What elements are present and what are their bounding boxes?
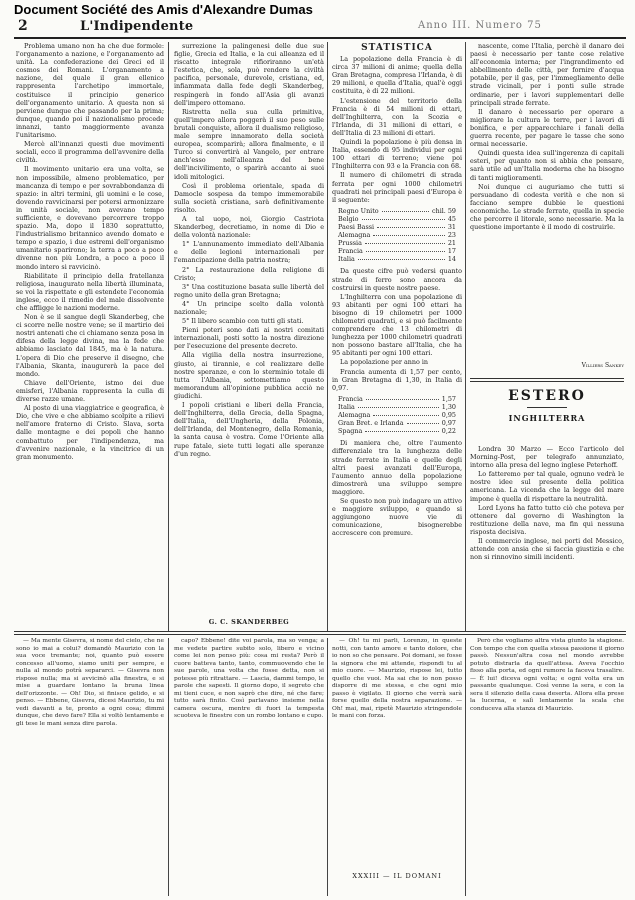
table-row — [338, 215, 456, 223]
country-value: 17 — [447, 247, 456, 256]
country-name: Francia — [338, 247, 363, 256]
section-rule — [527, 407, 567, 408]
country-name: Belgio — [338, 214, 359, 223]
document-header: Document Société des Amis d'Alexandre Dumas — [14, 2, 313, 17]
issue-info: Anno III. Numero 75 — [418, 20, 542, 31]
paragraph: Londra 30 Marzo — Ecco l'articolo del Morning-Post, per telegrafo annunziato, intorno alla presa del legno inglese Peterhoff. — [470, 445, 624, 470]
feuilleton-rule — [14, 631, 626, 632]
country-value: 31 — [447, 222, 456, 231]
paragraph: Se questo non può indagare un attivo e maggiore sviluppo, e quando si aggiungono nuove vie di comunicazione, bisognerebbe accrescere con premure. — [332, 496, 462, 538]
country-name: Francia — [338, 394, 363, 403]
railway-table — [338, 207, 456, 264]
column-rule — [168, 638, 169, 896]
country-value: 45 — [447, 214, 456, 223]
paragraph: Problema umano non ha che due formole: l'organamento a nazione, e l'organamento ad unità. La confederazione dei Greci ed il cosmos dei Romani. L'organamento a nazione, del quale il gran ellenico rappresenta l'archetipo immortale, costituisce il principio generico dell'organamento unitario. A questa non si perviene dunque che passando per la prima; dunque, quando poi il nazionalismo procede innanzi, tanto maggiormente avanza l'unitarismo. — [16, 42, 164, 140]
section-rule — [470, 378, 624, 379]
paragraph: Noi dunque ci auguriamo che tutti si persuadano di codesta verità e che non si facciano sempre dubbie le questioni economiche. Le strade ferrate, quella in specie che percorre il litorale, sono necessarie. Ma la questione importante è il modo di costruirle. — [470, 182, 624, 232]
paragraph: 5° Il libero scambio con tutti gli stati. — [182, 317, 304, 326]
paragraph: Mercè all'innanzi questi due movimenti sociali, ecco il programma dell'avvenire della civiltà. — [16, 140, 164, 165]
country-name: Gran Bret. e Irlanda — [338, 419, 404, 428]
estero-section-header — [470, 388, 624, 444]
paragraph: 4° Un principe scelto dalla volontà nazionale; — [174, 299, 324, 316]
article-signature: G. C. SKANDERBEG — [208, 618, 290, 626]
masthead — [14, 18, 626, 36]
paragraph: Il numero di chilometri di strada ferrata per ogni 1000 chilometri quadrati nei principali paesi d'Europa è il seguente: — [332, 171, 462, 204]
table-row — [338, 239, 456, 247]
masthead-rule — [14, 37, 626, 39]
paragraph: Quindi questa idea sull'ingerenza di capitali esteri, per quanto non si abbia che pensare, sarà utile ad un'Italia moderna che ha bisogno di tanti miglioramenti. — [470, 149, 624, 182]
table-row — [338, 255, 456, 263]
country-value: 1,30 — [441, 402, 456, 411]
section-rule — [470, 381, 624, 382]
article-signature: Villiers Sankey — [581, 362, 624, 369]
column-rule — [465, 42, 466, 632]
paragraph: L'estensione del territorio della Francia è di 54 milioni di ettari, dell'Inghilterra, con la Scozia e l'Irlanda, di 31 milioni di ettari, e dell'Italia di 23 milioni di ettari. — [332, 96, 462, 137]
table-row — [338, 427, 456, 435]
table-row — [338, 247, 456, 255]
country-value: 0,97 — [441, 419, 456, 428]
section-title: ESTERO — [508, 388, 586, 404]
paragraph: Quindi la popolazione è più densa in Italia, essendo di 95 individui per ogni 100 ettari di terreno; viene poi l'Inghilterra con 93 e la Francia con 68. — [332, 138, 462, 171]
paragraph: Così il problema orientale, spada di Damocle sospesa da tempo immemorabile sulla società cristiana, sarà definitivamente risolto. — [174, 181, 324, 214]
country-name: Alemagna — [338, 231, 371, 240]
chapter-title: XXXIII — IL DOMANI — [352, 872, 442, 880]
feuilleton-column-3 — [332, 638, 462, 870]
article-column-4 — [470, 42, 624, 362]
paragraph: capo? Ebbene! dite voi parola, ma so venga; a me vedete partire subito solo, libero e vicino come lei non penso più: cosa mi resta? Però il cuore batteva tanto, tanto, commuovendo che le sue parole, una volta che fosse detta, non si potesse più ritrattare. — Lascia, dammi tempo, le parole che sapesti. Il giorno dopo, il segreto che mi tieni cuce, e non saprò che dire, né che fare; tutto sarà finito. Così parlavano insieme nella camera oscura, mentre di fuori la tempesta scuoteva le finestre con un rombo lontano e cupo. — [174, 638, 324, 719]
paragraph: Pieni poteri sono dati ai nostri comitati internazionali, posti sotto la nostra direzione per l'esecuzione del presente decreto. — [174, 326, 324, 351]
paragraph: Chiave dell'Oriente, istmo dei due emisferi, l'Albania rappresenta la culla di diverse razze umane. — [16, 378, 164, 404]
feuilleton-rule — [14, 634, 626, 635]
column-rule — [327, 638, 328, 896]
feuilleton-column-1 — [16, 638, 164, 893]
country-value: 1,57 — [441, 394, 456, 403]
table-row — [338, 411, 456, 419]
country-name: Paesi Bassi — [338, 222, 375, 231]
paragraph: 3° Una costituzione basata sulle libertà del regno unito della gran Bretagna; — [174, 282, 324, 299]
country-value: 23 — [447, 231, 456, 240]
section-subtitle: INGHILTERRA — [508, 413, 586, 423]
table-row — [338, 395, 456, 403]
paragraph: Francia aumenta di 1,57 per cento, in Gran Bretagna di 1,30, in Italia di 0,97. — [332, 367, 462, 392]
newspaper-title: L'Indipendente — [80, 19, 194, 34]
paragraph: — Ma mente Gisevra, si nome del cielo, che ne sono io mai a colui? domandò Maurizio con la sua voce tremante; noi, quanto può essere concesso all'uomo, siamo uniti per sempre, e nulla al mondo potrà separarci. — Gisevra non rispose nulla; ma si avvicinò alla finestra, e si mise a guardare lontano la bruna linea dell'orizzonte. — Oh! Dio, si finisce gelido, e si penso. — Ebbene, Gisevra, dicesi Maurizio, tu mi vedi davanti a te, pronto a ogni cosa; dimmi dunque, che devo fare? Ella si voltò lentamente e gli tese le mani senza dire parola. — [16, 638, 164, 727]
table-row — [338, 403, 456, 411]
article-column-2 — [174, 42, 324, 620]
paragraph: Non è se il sangue degli Skanderbeg, che ci scorre nelle nostre vene; se il martirio dei nostri antenati che ci chiamano senza posa in difesa della legge divina, ma la fede che abbiamo lasciato dal 1845, ma è la natura. L'opera di Dio che preserve il disegno, che l'Albania, Skanta, inaugurerà la pace del mondo. — [16, 313, 164, 378]
paragraph: — Oh! tu mi parli, Lorenzo, in queste notti, con tanto amore e tanto dolore, che io non so che pensare. Poi domani, se fosse la signora che mi attende, rispondi tu al mio cuore. — Maurizio, rispose lei, tutto quello che vuoi. Ma sai che io non posso disporre di me stessa, e che ogni mio passo è vigilato. Il giorno che verrà sarà forse quello della nostra separazione. — Oh! mai, mai, ripetè Maurizio stringendole le mani con forza. — [332, 638, 462, 719]
country-name: Spagna — [338, 427, 363, 436]
paragraph: La popolazione per anno in — [340, 358, 429, 367]
section-title: STATISTICA — [361, 43, 433, 53]
paragraph: Alla vigilia della nostra insurrezione, giusto, ai tirannie, e col realizzare delle nostre speranze, e con lo sterminio totale di tutta l'Albania, sottomettiamo questo memorandum all'opinione pubblica acciò ne giudichi. — [174, 351, 324, 400]
paragraph: L'Inghilterra con una popolazione di 93 abitanti per ogni 100 ettari ha bisogno di 19 chilometri per 1000 chilometri quadrati, e si può facilmente comprendere che 13 chilometri di lunghezza per 1000 chilometri quadrati non possono bastare all'Italia, che ha 95 abitanti per ogni 100 ettari. — [332, 292, 462, 358]
paragraph: Riabilitate il principio della fratellanza religiosa, inaugurato nella libertà illuminata, se voi la rispettate e gli estendete l'economia inglese, ecco il rimedio del male dissolvente che affligge le nazioni moderne. — [16, 271, 164, 312]
paragraph: Però che vogliamo altra vista giunto la stagione. Con tempo che con quella stessa passione il giorno passò. Nessun'altra cosa nel mondo avrebbe potuto distrarla da quell'attesa. Aveva l'occhio fisso alla porta, ed ogni rumore la faceva trasalire. — È lui! diceva ogni volta; e ogni volta era un passante qualunque. Così venne la sera, e con la sera il silenzio della casa deserta. Allora ella prese la lucerna, e salì lentamente la scala che conduceva alla stanza di Maurizio. — [470, 638, 624, 712]
feuilleton-column-2 — [174, 638, 324, 893]
table-row — [338, 419, 456, 427]
country-name: Regno Unito — [338, 206, 379, 215]
column-rule — [168, 42, 169, 632]
country-value: chil. 59 — [432, 206, 456, 215]
table-row — [338, 223, 456, 231]
paragraph: Lo fatteremo per tal quale, ognuno vedrà le nostre idee sul presente della politica americana. La vicenda che la legge del mare impone è quella di rispettare la neutralità. — [470, 470, 624, 503]
country-value: 21 — [447, 239, 456, 248]
paragraph: surrezione la palingenesi delle due sue figlie, Grecia ed Italia, e la cui alleanza ed il riscatto integrale rifioriranno un'età l'estetica, che, sola, può rendere la civiltà pacifica, personale, durevole, cristiana, ed, infiammata dalla fede degli Skanderbeg, respingerà in fondo all'Asia gli avanzi dell'impero ottomano. — [174, 42, 324, 107]
feuilleton-column-4 — [470, 638, 624, 893]
paragraph: Al posto di una viaggiatrice e geografica, è Dio, che vive e che abbiamo scolpite a rilievi nell'amore fraterno di Cristo. Slava, sorta dalle montagne e dei popoli che hanno combattuto per l'indipendenza, ma d'avvenire nazionale, e la vincitrice di un gran monumento. — [16, 404, 164, 461]
paragraph: Lord Lyons ha fatto tutto ciò che poteva per ottenere dal governo di Washington la restituzione della nave, ma fin qui nessuna risposta decisiva. — [470, 503, 624, 536]
paragraph: Il movimento unitario era una volta, se non impossibile, almeno problematico, per mancanza di tempo e per sovrabbondanza di spazio: in altri termini, gli uomini e le cose, dovendo ravvicinarsi per potersi armonizzare in unità sociale, non avevano tempo sufficiente, e dovevano percorrere troppo spazio. Ma, dopo il 1830 soprattutto, l'industrialismo britannico avendo domato e tempo e spazio, i due estremi dell'organismo umanitario sparirono; la terra a poco a poco divenne non più Londra, a poco a poco il mondo intero si ravvicinò. — [16, 165, 164, 271]
estero-column — [470, 445, 624, 620]
country-name: Italia — [338, 402, 355, 411]
statistics-column — [332, 42, 462, 607]
country-name: Prussia — [338, 239, 362, 248]
paragraph: Il commercio inglese, nei porti del Messico, attende con ansia che si faccia giustizia e che non si rinnovino simili incidenti. — [470, 537, 624, 562]
table-row — [338, 231, 456, 239]
table-row — [338, 207, 456, 215]
paragraph: 2° La restaurazione della religione di Cristo; — [174, 265, 324, 282]
country-name: Alemagna — [338, 411, 371, 420]
paragraph: La popolazione della Francia è di circa 37 milioni di anime; quella della Gran Bretagna, compresa l'Irlanda, è di 29 milioni, e quella d'Italia, qual'è oggi costituita, è di 22 milioni. — [332, 55, 462, 96]
paragraph: 1° L'annunamento immediato dell'Albania e delle legioni internazionali per l'emancipazione della patria nostra; — [174, 240, 324, 265]
paragraph: A tal uopo, noi, Giorgio Castriota Skanderbeg, decretiamo, in nome di Dio e della volontà nazionale: — [174, 214, 324, 240]
paragraph: I popoli cristiani e liberi della Francia, dell'Inghilterra, della Grecia, della Spagna, dell'Italia, dell'Ungheria, della Polonia, dell'Irlanda, del Montenegro, della Romania, la santa causa è vostra. Come l'Oriente alla rupe fatale, siete tutti legati alle speranze d'un regno. — [174, 401, 324, 458]
paragraph: Di maniera che, oltre l'aumento differenziale tra la lunghezza delle strade ferrate in Italia e quelle degli altri paesi avanzati dell'Europa, l'aumento annuo della popolazione dimostrerà una sviluppo sempre maggiore. — [332, 439, 462, 496]
page-number: 2 — [18, 18, 28, 34]
paragraph: Il danaro è necessario per operare a migliorare la cultura le terre, per i lavori di bonifica, e per apparecchiare i fanali della guerra recente, per pagare le tasse che sono ormai necessarie. — [470, 107, 624, 149]
country-value: 14 — [447, 255, 456, 264]
country-name: Italia — [338, 255, 355, 264]
column-rule — [327, 42, 328, 632]
country-value: 0,95 — [441, 411, 456, 420]
paragraph: Da queste cifre può vedersi quanto strade di ferro sono ancora da costruirsi in queste nostre paese. — [332, 267, 462, 292]
paragraph: nascente, come l'Italia, perchè il danaro dei paesi è necessario per tante cose relative all'economia interna; per l'ingrandimento ed abbellimento delle città, per fornire d'acqua potabile, per il gas, per l'immegliamento delle strade vicinali, per i ponti sulle strade ordinarie, per i lavori supplementari delle principali strade ferrate. — [470, 42, 624, 107]
article-column-1 — [16, 42, 164, 617]
paragraph: Ristretta nella sua culla primitiva, quell'impero allora poggerà il suo peso sulle brutali conquiste, allora il dualismo religioso, male sempre innamorato della società europea, scomparirà; allora finalmente, e il Turco si convertirà al Vangelo, per entrare anch'esso nell'alleanza del bene dell'incivilimento, o sparirà accanto ai suoi idoli mitologici. — [174, 107, 324, 181]
population-table — [338, 395, 456, 435]
column-rule — [465, 638, 466, 896]
country-value: 0,22 — [441, 427, 456, 436]
